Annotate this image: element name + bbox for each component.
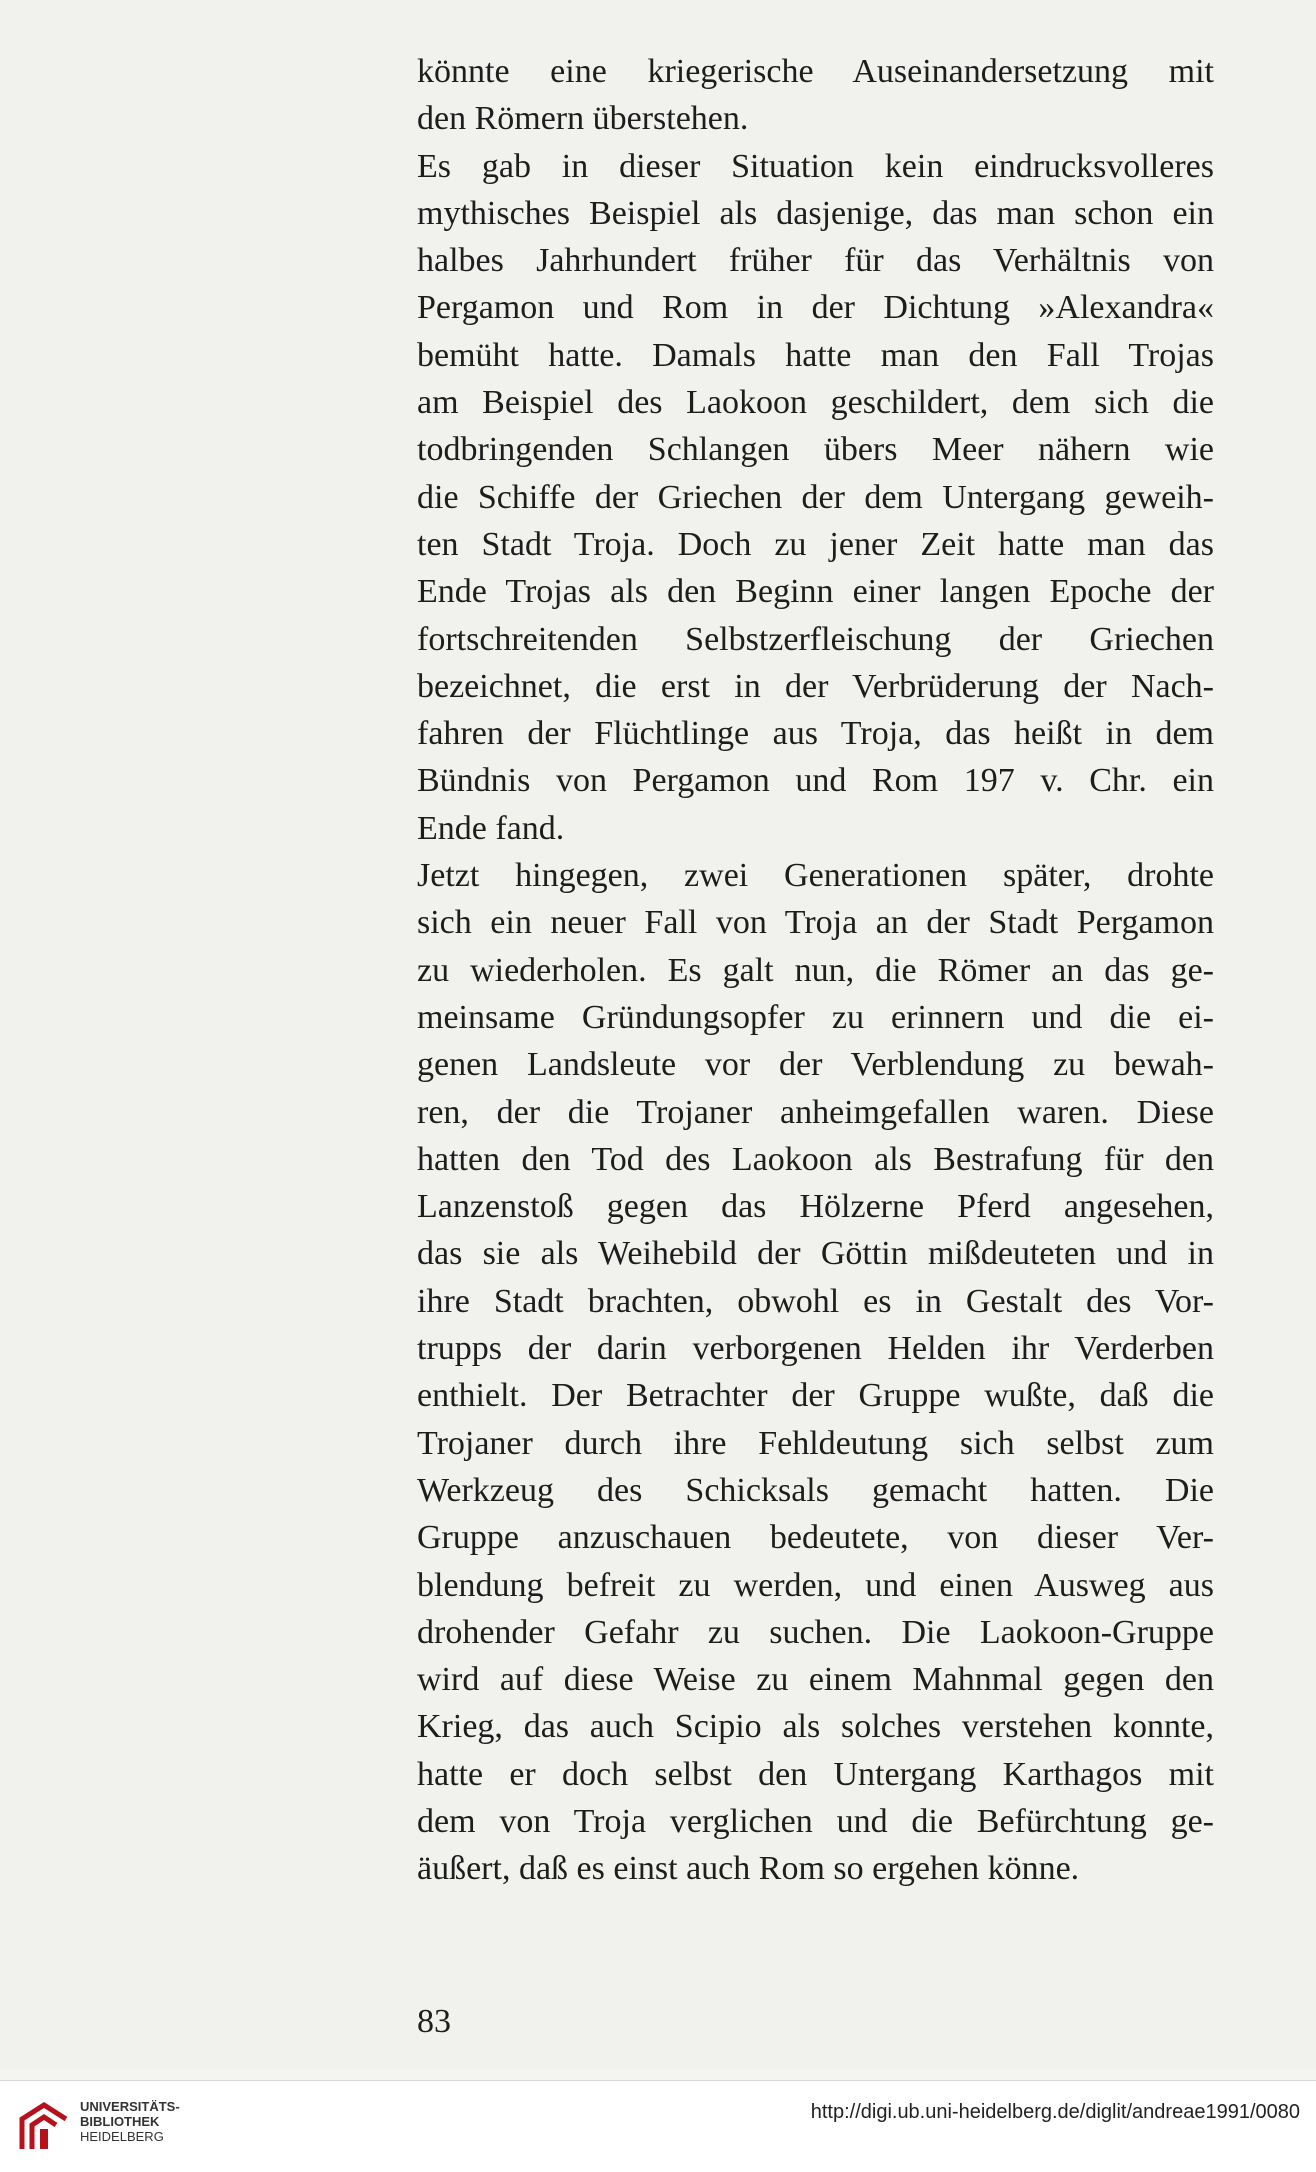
text-line: am Beispiel des Laokoon geschildert, dem sich die xyxy=(417,384,1214,422)
text-line: genen Landsleute vor der Verblendung zu bewah- xyxy=(417,1046,1214,1084)
text-line: den Römern überstehen. xyxy=(417,100,749,138)
text-line: zu wiederholen. Es galt nun, die Römer an das ge- xyxy=(417,951,1214,989)
source-url-link[interactable]: http://digi.ub.uni-heidelberg.de/diglit/andreae1991/0080 xyxy=(810,2101,1300,2123)
text-line: Jetzt hingegen, zwei Generationen später, drohte xyxy=(417,857,1214,895)
text-line: trupps der darin verborgenen Helden ihr Verderben xyxy=(417,1330,1214,1368)
library-name-line: BIBLIOTHEK xyxy=(80,2114,160,2129)
text-line: drohender Gefahr zu suchen. Die Laokoon-Gruppe xyxy=(417,1613,1214,1651)
text-line: enthielt. Der Betrachter der Gruppe wußte, daß die xyxy=(417,1377,1214,1415)
text-line: bemüht hatte. Damals hatte man den Fall Trojas xyxy=(417,336,1214,374)
text-line: die Schiffe der Griechen der dem Untergang geweih- xyxy=(417,478,1214,516)
library-name xyxy=(80,2099,180,2144)
text-line: todbringenden Schlangen übers Meer nähern wie xyxy=(417,431,1214,469)
text-line: ren, der die Trojaner anheimgefallen waren. Diese xyxy=(417,1093,1214,1131)
text-line: Gruppe anzuschauen bedeutete, von dieser Ver- xyxy=(417,1519,1214,1557)
text-line: ten Stadt Troja. Doch zu jener Zeit hatte man das xyxy=(417,525,1214,563)
text-line: Werkzeug des Schicksals gemacht hatten. Die xyxy=(417,1471,1214,1509)
text-line: halbes Jahrhundert früher für das Verhältnis von xyxy=(417,242,1214,280)
text-line: Bündnis von Pergamon und Rom 197 v. Chr. ein xyxy=(417,762,1214,800)
text-line: das sie als Weihebild der Göttin mißdeuteten und in xyxy=(417,1235,1214,1273)
body-text xyxy=(417,48,1214,1893)
text-line: sich ein neuer Fall von Troja an der Stadt Pergamon xyxy=(417,904,1214,942)
page-number: 83 xyxy=(417,2003,451,2040)
text-line: hatte er doch selbst den Untergang Karthagos mit xyxy=(417,1755,1214,1793)
library-name-line: HEIDELBERG xyxy=(80,2129,164,2144)
text-line: fortschreitenden Selbstzerfleischung der Griechen xyxy=(417,620,1214,658)
text-line: äußert, daß es einst auch Rom so ergehen könne. xyxy=(417,1850,1080,1888)
text-line: ihre Stadt brachten, obwohl es in Gestalt des Vor- xyxy=(417,1282,1214,1320)
text-line: bezeichnet, die erst in der Verbrüderung der Nach- xyxy=(417,667,1214,705)
text-line: Es gab in dieser Situation kein eindrucksvolleres xyxy=(417,147,1214,185)
library-logo-icon xyxy=(14,2097,74,2157)
text-line: fahren der Flüchtlinge aus Troja, das heißt in dem xyxy=(417,715,1214,753)
text-line: Krieg, das auch Scipio als solches verstehen konnte, xyxy=(417,1708,1214,1746)
library-name-line: UNIVERSITÄTS- xyxy=(80,2099,180,2114)
text-line: Ende fand. xyxy=(417,809,565,847)
footer-bar xyxy=(0,2080,1316,2172)
text-line: dem von Troja verglichen und die Befürchtung ge- xyxy=(417,1802,1214,1840)
text-line: hatten den Tod des Laokoon als Bestrafung für den xyxy=(417,1140,1214,1178)
text-line: Pergamon und Rom in der Dichtung »Alexandra« xyxy=(417,289,1214,327)
text-line: könnte eine kriegerische Auseinandersetzung mit xyxy=(417,53,1214,90)
text-line: Trojaner durch ihre Fehldeutung sich selbst zum xyxy=(417,1424,1214,1462)
text-line: Ende Trojas als den Beginn einer langen Epoche der xyxy=(417,573,1214,611)
text-line: blendung befreit zu werden, und einen Ausweg aus xyxy=(417,1566,1214,1604)
text-line: Lanzenstoß gegen das Hölzerne Pferd angesehen, xyxy=(417,1188,1214,1226)
text-line: meinsame Gründungsopfer zu erinnern und die ei- xyxy=(417,998,1214,1036)
text-line: wird auf diese Weise zu einem Mahnmal gegen den xyxy=(417,1661,1214,1699)
text-line: mythisches Beispiel als dasjenige, das man schon ein xyxy=(417,194,1214,232)
